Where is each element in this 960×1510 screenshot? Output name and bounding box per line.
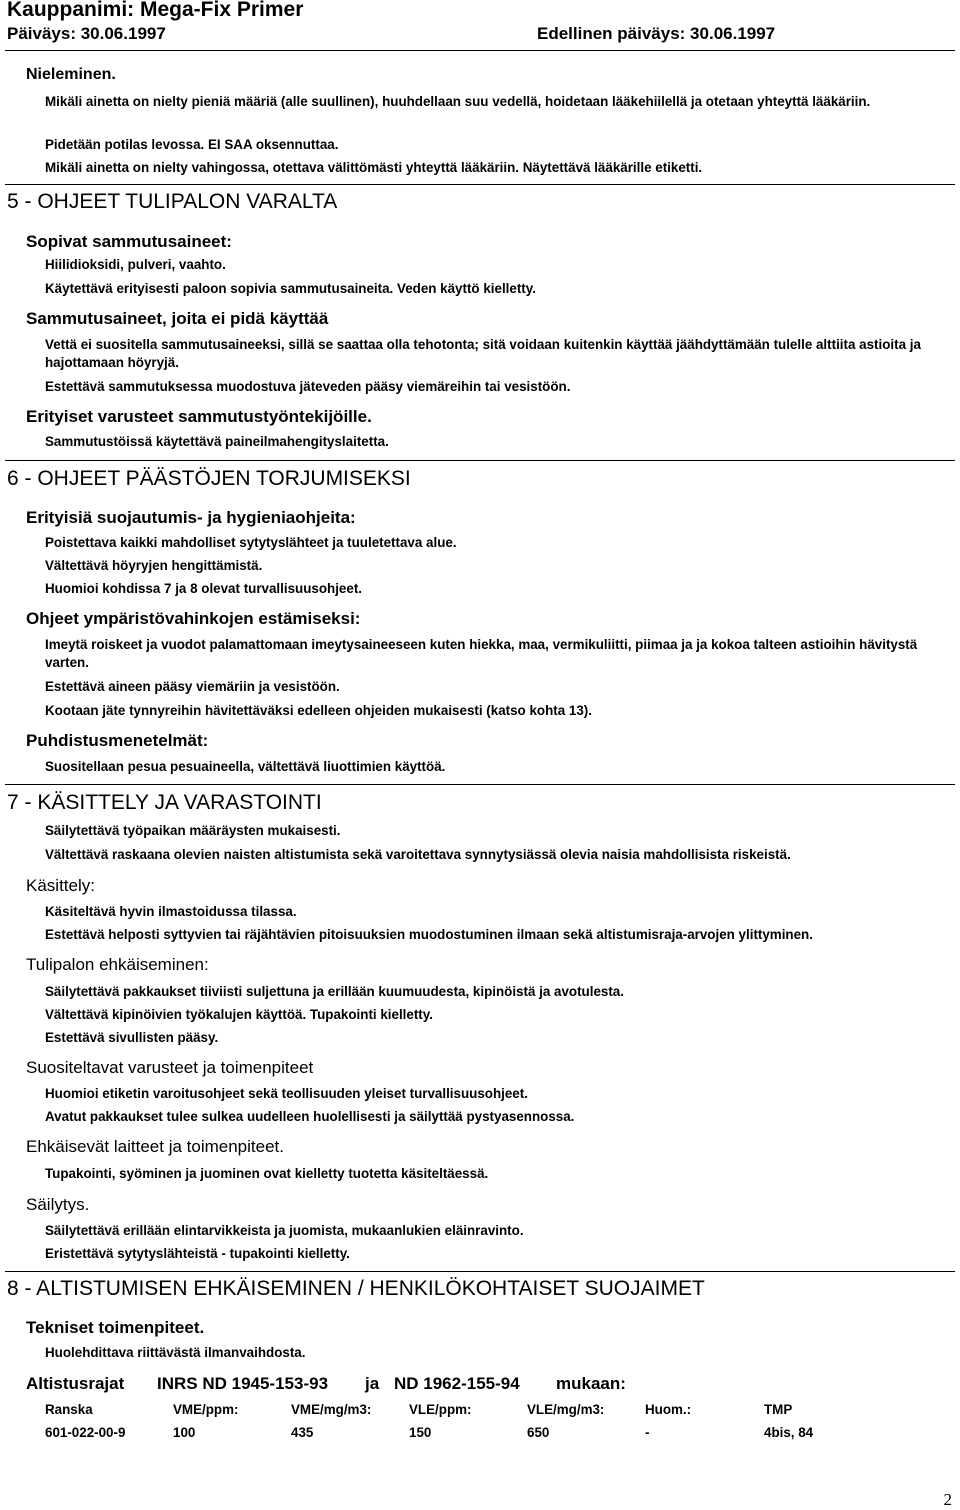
s7-text-4: Estettävä helposti syttyvien tai räjähtävien pitoisuuksien muodostuminen ilmaan sekä altistumisraja-arvojen ylittyminen. [45,927,813,942]
s7-heading-3: Suositeltavat varusteet ja toimenpiteet [26,1058,314,1077]
limits-header-vle-mg: VLE/mg/m3: [527,1402,605,1417]
section-7-title: 7 - KÄSITTELY JA VARASTOINTI [7,791,322,814]
s8-heading-1: Tekniset toimenpiteet. [26,1318,205,1337]
s7-text-10: Tupakointi, syöminen ja juominen ovat kielletty tuotetta käsiteltäessä. [45,1166,489,1181]
limits-cell-vle-mg: 650 [527,1425,550,1440]
s6-text-2: Vältettävä höyryjen hengittämistä. [45,558,263,573]
section-6-title: 6 - OHJEET PÄÄSTÖJEN TORJUMISEKSI [7,467,411,490]
s6-text-4: Imeytä roiskeet ja vuodot palamattomaan imeytysaineeseen kuten hiekka, maa, vermikuliitti, piimaa ja ja kokoa talteen astioihin hävitystä varten. [45,637,918,670]
page-number: 2 [943,1490,952,1509]
s6-text-3: Huomioi kohdissa 7 ja 8 olevat turvallisuusohjeet. [45,581,363,596]
s7-text-3: Käsiteltävä hyvin ilmastoidussa tilassa. [45,904,297,919]
s7-text-11: Säilytettävä erillään elintarvikkeista ja juomista, mukaanlukien eläinravinto. [45,1223,524,1238]
s8-text-1: Huolehdittava riittävästä ilmanvaihdosta. [45,1345,306,1360]
ingestion-text-1: Mikäli ainetta on nielty pieniä määriä (alle suullinen), huuhdellaan suu vedellä, hoidetaan lääkehiilellä ja otetaan yhteyttä lääkäriin. [45,94,871,109]
s6-text-1: Poistettava kaikki mahdolliset sytytyslähteet ja tuuletettava alue. [45,535,457,550]
s5-text-1: Hiilidioksidi, pulveri, vaahto. [45,257,226,272]
s6-heading-1: Erityisiä suojautumis- ja hygieniaohjeita: [26,508,356,527]
document-date: Päiväys: 30.06.1997 [7,24,166,43]
s5-heading-3: Erityiset varusteet sammutustyöntekijöille. [26,407,372,426]
section-5-title: 5 - OHJEET TULIPALON VARALTA [7,190,338,213]
s7-text-2: Vältettävä raskaana olevien naisten altistumista sekä varoitettava synnytysiässä olevia naisia mahdollisista riskeistä. [45,847,791,862]
previous-date: Edellinen päiväys: 30.06.1997 [537,24,776,43]
limits-header-vme-mg: VME/mg/m3: [291,1402,372,1417]
limits-header-tmp: TMP [764,1402,793,1417]
s7-heading-1: Käsittely: [26,876,95,895]
s6-text-5: Estettävä aineen pääsy viemäriin ja vesistöön. [45,679,340,694]
exposure-limits-label: Altistusrajat [26,1374,125,1393]
section-divider [5,184,955,185]
s7-text-9: Avatut pakkaukset tulee sulkea uudelleen huolellisesti ja säilyttää pystyasennossa. [45,1109,575,1124]
exposure-limits-suffix: mukaan: [556,1374,626,1393]
s7-text-5: Säilytettävä pakkaukset tiiviisti suljettuna ja erillään kuumuudesta, kipinöistä ja avotulesta. [45,984,624,999]
limits-cell-tmp: 4bis, 84 [764,1425,814,1440]
product-name: Kauppanimi: Mega-Fix Primer [7,0,304,21]
exposure-limits-ref-1: INRS ND 1945-153-93 [157,1374,329,1393]
limits-header-note: Huom.: [645,1402,692,1417]
exposure-limits-ref-2: ND 1962-155-94 [394,1374,520,1393]
limits-cell-vme-ppm: 100 [173,1425,196,1440]
ingestion-text-3: Mikäli ainetta on nielty vahingossa, otettava välittömästi yhteyttä lääkäriin. Näytettävä lääkärille etiketti. [45,160,703,175]
section-divider [5,1271,955,1272]
limits-cell-vle-ppm: 150 [409,1425,432,1440]
section-divider [5,784,955,785]
s5-heading-2: Sammutusaineet, joita ei pidä käyttää [26,309,329,328]
s6-heading-3: Puhdistusmenetelmät: [26,731,209,750]
ingestion-heading: Nieleminen. [26,66,116,83]
s7-text-7: Estettävä sivullisten pääsy. [45,1030,219,1045]
limits-cell-note: - [645,1425,650,1440]
limits-header-vme-ppm: VME/ppm: [173,1402,239,1417]
s5-text-5: Sammutustöissä käytettävä paineilmahengityslaitetta. [45,434,389,449]
s6-text-6: Kootaan jäte tynnyreihin hävitettäväksi edelleen ohjeiden mukaisesti (katso kohta 13). [45,703,592,718]
limits-cell-id: 601-022-00-9 [45,1425,126,1440]
s5-text-4: Estettävä sammutuksessa muodostuva jäteveden pääsy viemäreihin tai vesistöön. [45,379,571,394]
limits-cell-vme-mg: 435 [291,1425,314,1440]
limits-header-country: Ranska [45,1402,93,1417]
ingestion-text-2: Pidetään potilas levossa. EI SAA oksennuttaa. [45,137,339,152]
s7-text-8: Huomioi etiketin varoitusohjeet sekä teollisuuden yleiset turvallisuusohjeet. [45,1086,528,1101]
s7-heading-4: Ehkäisevät laitteet ja toimenpiteet. [26,1137,284,1156]
s6-heading-2: Ohjeet ympäristövahinkojen estämiseksi: [26,609,361,628]
s7-heading-2: Tulipalon ehkäiseminen: [26,955,209,974]
s7-text-6: Vältettävä kipinöivien työkalujen käyttöä. Tupakointi kielletty. [45,1007,433,1022]
header-divider [5,50,955,51]
s5-text-2: Käytettävä erityisesti paloon sopivia sammutusaineita. Veden käyttö kielletty. [45,281,536,296]
s7-text-12: Eristettävä sytytyslähteistä - tupakointi kielletty. [45,1246,350,1261]
exposure-limits-and: ja [365,1374,380,1393]
s5-text-3: Vettä ei suositella sammutusaineeksi, sillä se saattaa olla tehotonta; sitä voidaan kuitenkin käyttää jäähdyttämään tulelle alttiita astioita ja hajottamaan höyryjä. [45,337,921,370]
s5-heading-1: Sopivat sammutusaineet: [26,232,232,251]
limits-header-vle-ppm: VLE/ppm: [409,1402,472,1417]
section-divider [5,460,955,461]
section-8-title: 8 - ALTISTUMISEN EHKÄISEMINEN / HENKILÖKOHTAISET SUOJAIMET [7,1277,705,1300]
s6-text-7: Suositellaan pesua pesuaineella, vältettävä liuottimien käyttöä. [45,759,446,774]
s7-text-1: Säilytettävä työpaikan määräysten mukaisesti. [45,823,341,838]
s7-heading-5: Säilytys. [26,1195,90,1214]
